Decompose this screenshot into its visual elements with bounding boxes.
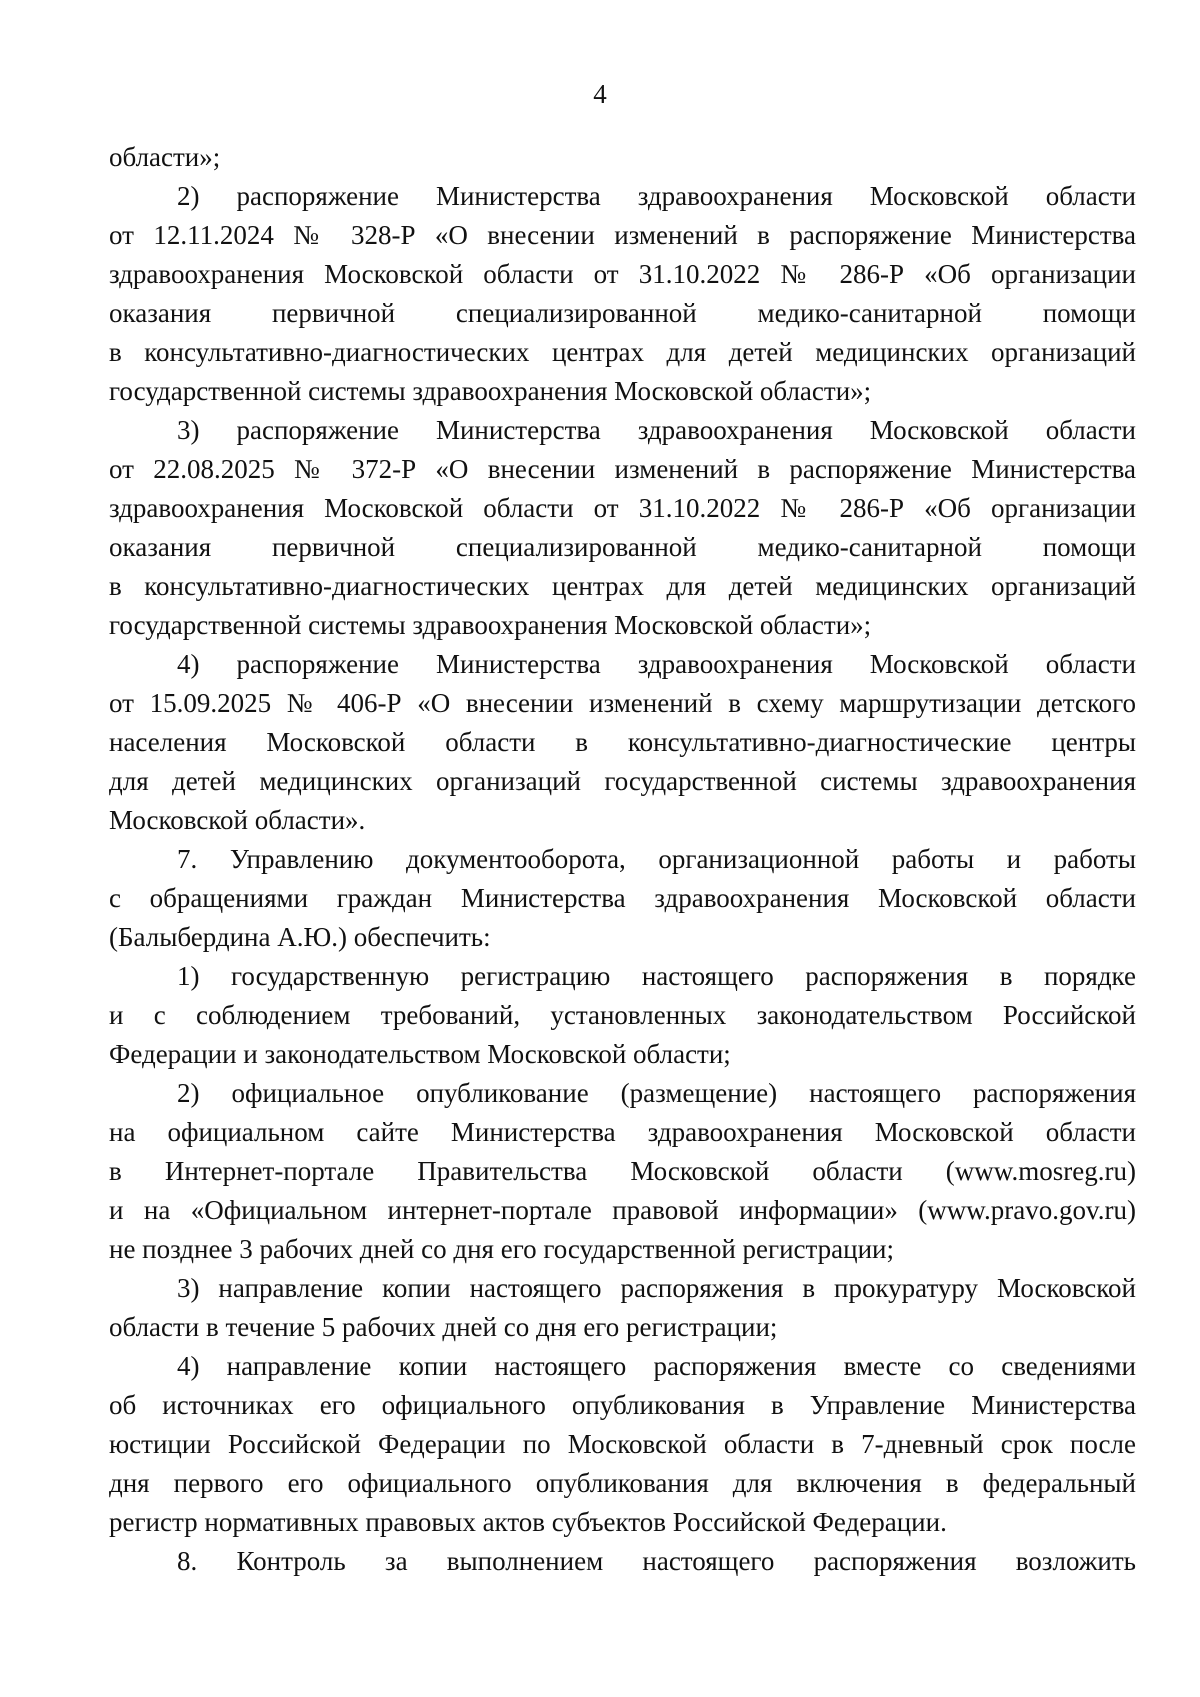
- text-line: дня первого его официального опубликования для включения в федеральный: [109, 1468, 1136, 1498]
- text-line: об источниках его официального опубликования в Управление Министерства: [109, 1390, 1136, 1420]
- text-line: государственной системы здравоохранения Московской области»;: [109, 376, 872, 406]
- text-line: от 15.09.2025 № 406-Р «О внесении изменений в схему маршрутизации детского: [109, 688, 1136, 718]
- text-line: юстиции Российской Федерации по Московской области в 7-дневный срок после: [109, 1429, 1136, 1459]
- text-line: 4) распоряжение Министерства здравоохранения Московской области: [177, 649, 1136, 679]
- text-line: (Балыбердина А.Ю.) обеспечить:: [109, 922, 491, 952]
- text-line: в консультативно-диагностических центрах для детей медицинских организаций: [109, 571, 1136, 601]
- text-line: для детей медицинских организаций государственной системы здравоохранения: [109, 766, 1136, 796]
- text-line: не позднее 3 рабочих дней со дня его государственной регистрации;: [109, 1234, 894, 1264]
- text-line: здравоохранения Московской области от 31.10.2022 № 286-Р «Об организации: [109, 259, 1136, 289]
- text-line: 8. Контроль за выполнением настоящего распоряжения возложить: [177, 1546, 1136, 1576]
- text-line: населения Московской области в консультативно-диагностические центры: [109, 727, 1136, 757]
- text-line: области»;: [109, 142, 221, 172]
- text-line: от 12.11.2024 № 328-Р «О внесении изменений в распоряжение Министерства: [109, 220, 1136, 250]
- text-line: оказания первичной специализированной медико-санитарной помощи: [109, 532, 1136, 562]
- text-line: регистр нормативных правовых актов субъектов Российской Федерации.: [109, 1507, 947, 1537]
- text-line: на официальном сайте Министерства здравоохранения Московской области: [109, 1117, 1136, 1147]
- text-line: 2) распоряжение Министерства здравоохранения Московской области: [177, 181, 1136, 211]
- text-line: здравоохранения Московской области от 31.10.2022 № 286-Р «Об организации: [109, 493, 1136, 523]
- text-line: 2) официальное опубликование (размещение) настоящего распоряжения: [177, 1078, 1136, 1108]
- text-line: 1) государственную регистрацию настоящего распоряжения в порядке: [177, 961, 1136, 991]
- text-line: и с соблюдением требований, установленных законодательством Российской: [109, 1000, 1136, 1030]
- text-line: в консультативно-диагностических центрах для детей медицинских организаций: [109, 337, 1136, 367]
- document-body: [109, 138, 1136, 1581]
- text-line: 3) направление копии настоящего распоряжения в прокуратуру Московской: [177, 1273, 1136, 1303]
- text-line: 7. Управлению документооборота, организационной работы и работы: [177, 844, 1136, 874]
- text-line: с обращениями граждан Министерства здравоохранения Московской области: [109, 883, 1136, 913]
- text-line: области в течение 5 рабочих дней со дня его регистрации;: [109, 1312, 778, 1342]
- text-line: и на «Официальном интернет-портале правовой информации» (www.pravo.gov.ru): [109, 1195, 1136, 1225]
- text-line: оказания первичной специализированной медико-санитарной помощи: [109, 298, 1136, 328]
- text-line: 3) распоряжение Министерства здравоохранения Московской области: [177, 415, 1136, 445]
- text-line: Московской области».: [109, 805, 366, 835]
- text-line: государственной системы здравоохранения Московской области»;: [109, 610, 872, 640]
- text-line: в Интернет-портале Правительства Московской области (www.mosreg.ru): [109, 1156, 1136, 1186]
- text-line: от 22.08.2025 № 372-Р «О внесении изменений в распоряжение Министерства: [109, 454, 1136, 484]
- page-number: 4: [593, 79, 607, 109]
- text-line: Федерации и законодательством Московской области;: [109, 1039, 731, 1069]
- text-line: 4) направление копии настоящего распоряжения вместе со сведениями: [177, 1351, 1136, 1381]
